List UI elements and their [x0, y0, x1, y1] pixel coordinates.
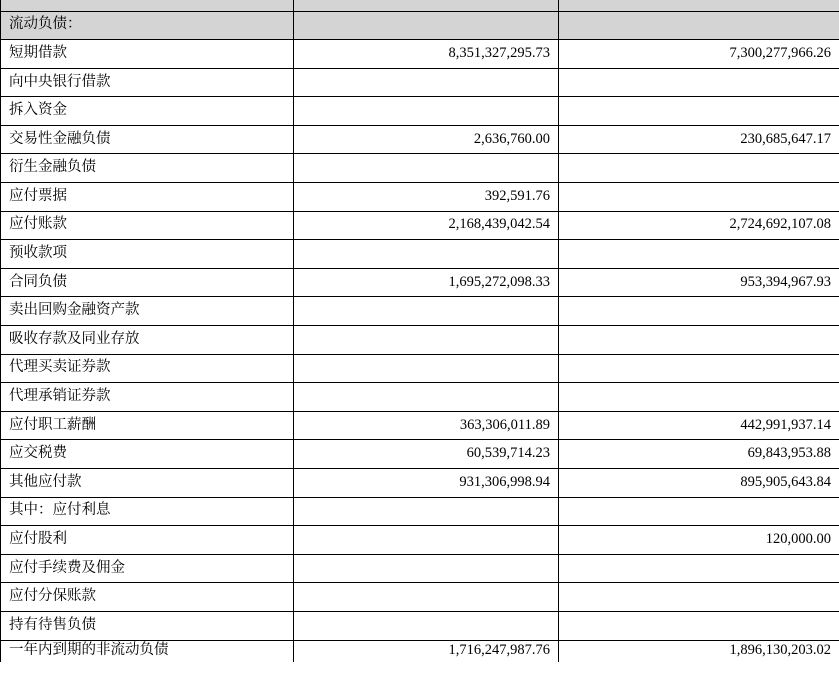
table-row — [1, 611, 839, 640]
row-label: 流动负债： — [1, 11, 294, 40]
table-row — [1, 383, 839, 412]
row-value-previous — [559, 11, 839, 40]
table-row — [1, 240, 839, 269]
row-label: 卖出回购金融资产款 — [1, 297, 294, 326]
table-row — [1, 268, 839, 297]
row-label: 应交税费 — [1, 440, 294, 469]
row-value-previous — [559, 0, 839, 11]
table-row — [1, 40, 839, 69]
row-value-previous — [559, 383, 839, 412]
table-body — [1, 0, 839, 662]
row-label: 应付分保账款 — [1, 583, 294, 612]
table-row — [1, 640, 839, 662]
row-value-current — [294, 611, 559, 640]
row-value-previous: 69,843,953.88 — [559, 440, 839, 469]
table-row — [1, 526, 839, 555]
table-row — [1, 411, 839, 440]
row-value-previous: 1,896,130,203.02 — [559, 640, 839, 662]
row-value-previous — [559, 97, 839, 126]
table-row — [1, 297, 839, 326]
table-row — [1, 0, 839, 11]
row-value-previous — [559, 326, 839, 355]
row-value-current — [294, 297, 559, 326]
row-value-current — [294, 383, 559, 412]
row-value-current: 363,306,011.89 — [294, 411, 559, 440]
row-value-current: 2,168,439,042.54 — [294, 211, 559, 240]
row-value-previous: 2,724,692,107.08 — [559, 211, 839, 240]
row-value-current — [294, 526, 559, 555]
row-value-current: 1,716,247,987.76 — [294, 640, 559, 662]
row-value-current — [294, 326, 559, 355]
row-label: 持有待售负债 — [1, 611, 294, 640]
table-row — [1, 583, 839, 612]
row-value-previous — [559, 68, 839, 97]
table-row — [1, 354, 839, 383]
table-row — [1, 211, 839, 240]
row-value-current — [294, 240, 559, 269]
row-value-current — [294, 0, 559, 11]
row-label: 一年内到期的非流动负债 — [1, 640, 294, 662]
row-value-previous — [559, 297, 839, 326]
row-value-current: 931,306,998.94 — [294, 469, 559, 498]
row-value-previous: 442,991,937.14 — [559, 411, 839, 440]
row-value-previous — [559, 154, 839, 183]
row-value-previous — [559, 611, 839, 640]
row-label: 向中央银行借款 — [1, 68, 294, 97]
row-value-previous: 120,000.00 — [559, 526, 839, 555]
row-label: 应付职工薪酬 — [1, 411, 294, 440]
row-value-current: 8,351,327,295.73 — [294, 40, 559, 69]
row-value-current — [294, 154, 559, 183]
row-label: 应付手续费及佣金 — [1, 554, 294, 583]
table-row — [1, 497, 839, 526]
row-value-previous — [559, 240, 839, 269]
row-value-current: 392,591.76 — [294, 183, 559, 212]
row-label: 代理承销证券款 — [1, 383, 294, 412]
table-row — [1, 326, 839, 355]
row-label: 其中：应付利息 — [1, 497, 294, 526]
table-row — [1, 183, 839, 212]
row-value-current — [294, 11, 559, 40]
row-value-previous — [559, 583, 839, 612]
row-label: 短期借款 — [1, 40, 294, 69]
row-label: 合同负债 — [1, 268, 294, 297]
row-value-current — [294, 583, 559, 612]
row-value-current — [294, 68, 559, 97]
table-row — [1, 440, 839, 469]
row-label: 应付账款 — [1, 211, 294, 240]
row-value-previous: 953,394,967.93 — [559, 268, 839, 297]
row-label: 代理买卖证券款 — [1, 354, 294, 383]
table-row — [1, 97, 839, 126]
row-value-previous: 895,905,643.84 — [559, 469, 839, 498]
table-row — [1, 68, 839, 97]
row-value-previous — [559, 554, 839, 583]
row-label: 拆入资金 — [1, 97, 294, 126]
row-label — [1, 0, 294, 11]
row-value-current — [294, 354, 559, 383]
table-row — [1, 554, 839, 583]
row-value-current: 60,539,714.23 — [294, 440, 559, 469]
row-value-previous — [559, 354, 839, 383]
row-value-current — [294, 497, 559, 526]
row-value-current: 2,636,760.00 — [294, 125, 559, 154]
row-label: 吸收存款及同业存放 — [1, 326, 294, 355]
table-row — [1, 11, 839, 40]
row-label: 应付票据 — [1, 183, 294, 212]
row-value-current: 1,695,272,098.33 — [294, 268, 559, 297]
row-value-previous — [559, 497, 839, 526]
row-value-previous: 230,685,647.17 — [559, 125, 839, 154]
table-row — [1, 125, 839, 154]
row-value-current — [294, 554, 559, 583]
table-row — [1, 154, 839, 183]
row-label: 衍生金融负债 — [1, 154, 294, 183]
row-value-current — [294, 97, 559, 126]
table-row — [1, 469, 839, 498]
row-label: 其他应付款 — [1, 469, 294, 498]
row-label: 应付股利 — [1, 526, 294, 555]
row-value-previous — [559, 183, 839, 212]
row-label: 交易性金融负债 — [1, 125, 294, 154]
row-label: 预收款项 — [1, 240, 294, 269]
row-value-previous: 7,300,277,966.26 — [559, 40, 839, 69]
